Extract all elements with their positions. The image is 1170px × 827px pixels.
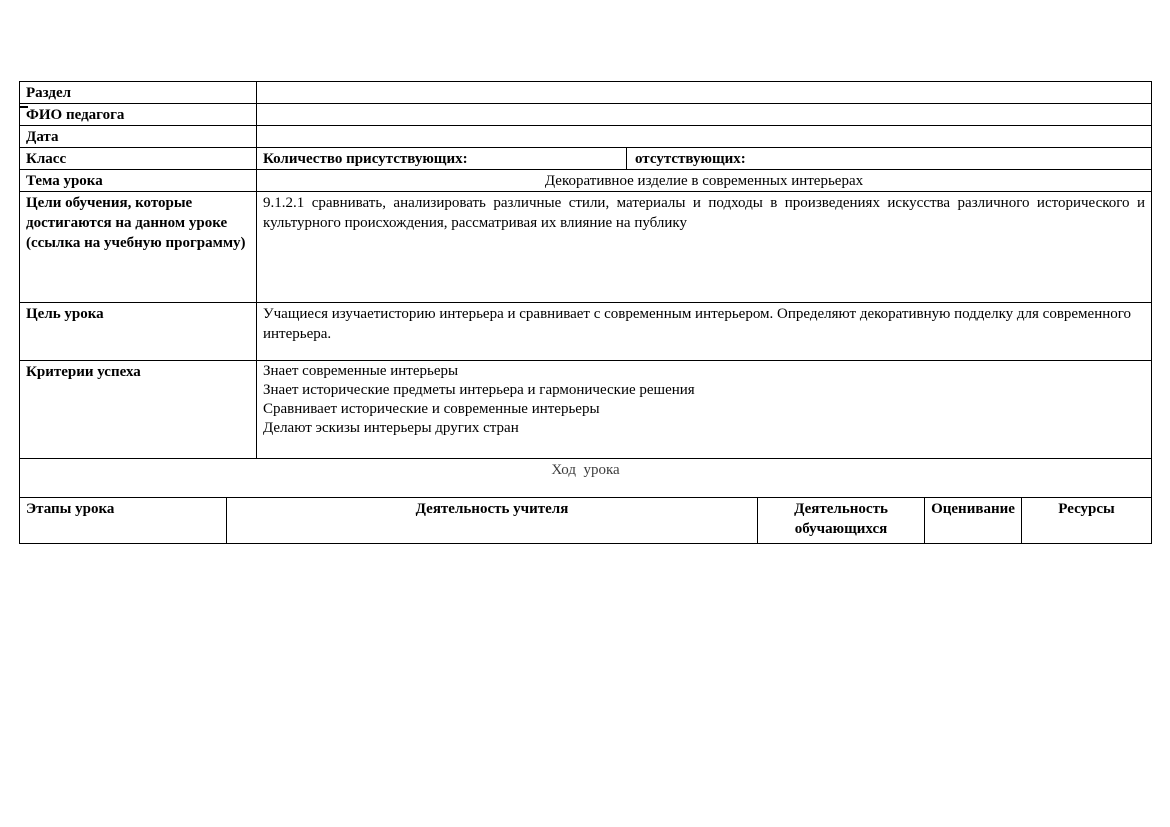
present-count-label: Количество присутствующих:	[257, 148, 627, 170]
row-section	[20, 82, 1152, 104]
criteria-line-3: Сравнивает исторические и современные интерьеры	[263, 401, 600, 417]
lesson-topic-label: Тема урока	[20, 170, 257, 192]
header-student-activity: Деятельность обучающихся	[758, 498, 925, 544]
date-label: Дата	[20, 126, 257, 148]
header-assessment: Оценивание	[925, 498, 1022, 544]
row-date	[20, 126, 1152, 148]
teacher-name-value	[257, 104, 1152, 126]
lesson-goal-label: Цель урока	[20, 303, 257, 361]
section-value	[257, 82, 1152, 104]
row-lesson-goal	[20, 303, 1152, 361]
success-criteria-value	[257, 361, 1152, 459]
partial-border-line	[137, 103, 257, 105]
row-teacher-name	[20, 104, 1152, 126]
header-teacher-activity: Деятельность учителя	[227, 498, 758, 544]
row-learning-objectives	[20, 192, 1152, 303]
date-value	[257, 126, 1152, 148]
teacher-name-label: ФИО педагога	[20, 104, 257, 126]
criteria-line-2: Знает исторические предметы интерьера и гармонические решения	[263, 382, 695, 398]
lesson-plan-table-wrap	[19, 81, 1152, 544]
row-class	[20, 148, 1152, 170]
row-flow-header	[20, 498, 1152, 544]
lesson-goal-value: Учащиеся изучаетисторию интерьера и сравнивает с современным интерьером. Определяют декоративную подделку для современного интерьера.	[257, 303, 1152, 361]
learning-objectives-value: 9.1.2.1 сравнивать, анализировать различные стили, материалы и подходы в произведениях искусства различного исторического и культурного происхождения, рассматривая их влияние на публику	[257, 192, 1152, 303]
lesson-flow-title: Ход урока	[20, 459, 1152, 498]
lesson-plan-table	[19, 81, 1152, 544]
success-criteria-label: Критерии успеха	[20, 361, 257, 459]
section-label: Раздел	[20, 82, 257, 104]
row-success-criteria	[20, 361, 1152, 459]
learning-objectives-label: Цели обучения, которые достигаются на данном уроке (ссылка на учебную программу)	[20, 192, 257, 303]
row-lesson-topic	[20, 170, 1152, 192]
row-lesson-flow-title	[20, 459, 1152, 498]
criteria-line-1: Знает современные интерьеры	[263, 363, 459, 379]
lesson-topic-value: Декоративное изделие в современных интерьерах	[257, 170, 1152, 192]
criteria-line-4: Делают эскизы интерьеры других стран	[263, 420, 519, 436]
header-resources: Ресурсы	[1022, 498, 1152, 544]
partial-border-tick	[19, 106, 28, 108]
header-stages: Этапы урока	[20, 498, 227, 544]
class-label: Класс	[20, 148, 257, 170]
absent-count-label: отсутствующих:	[627, 148, 1152, 170]
